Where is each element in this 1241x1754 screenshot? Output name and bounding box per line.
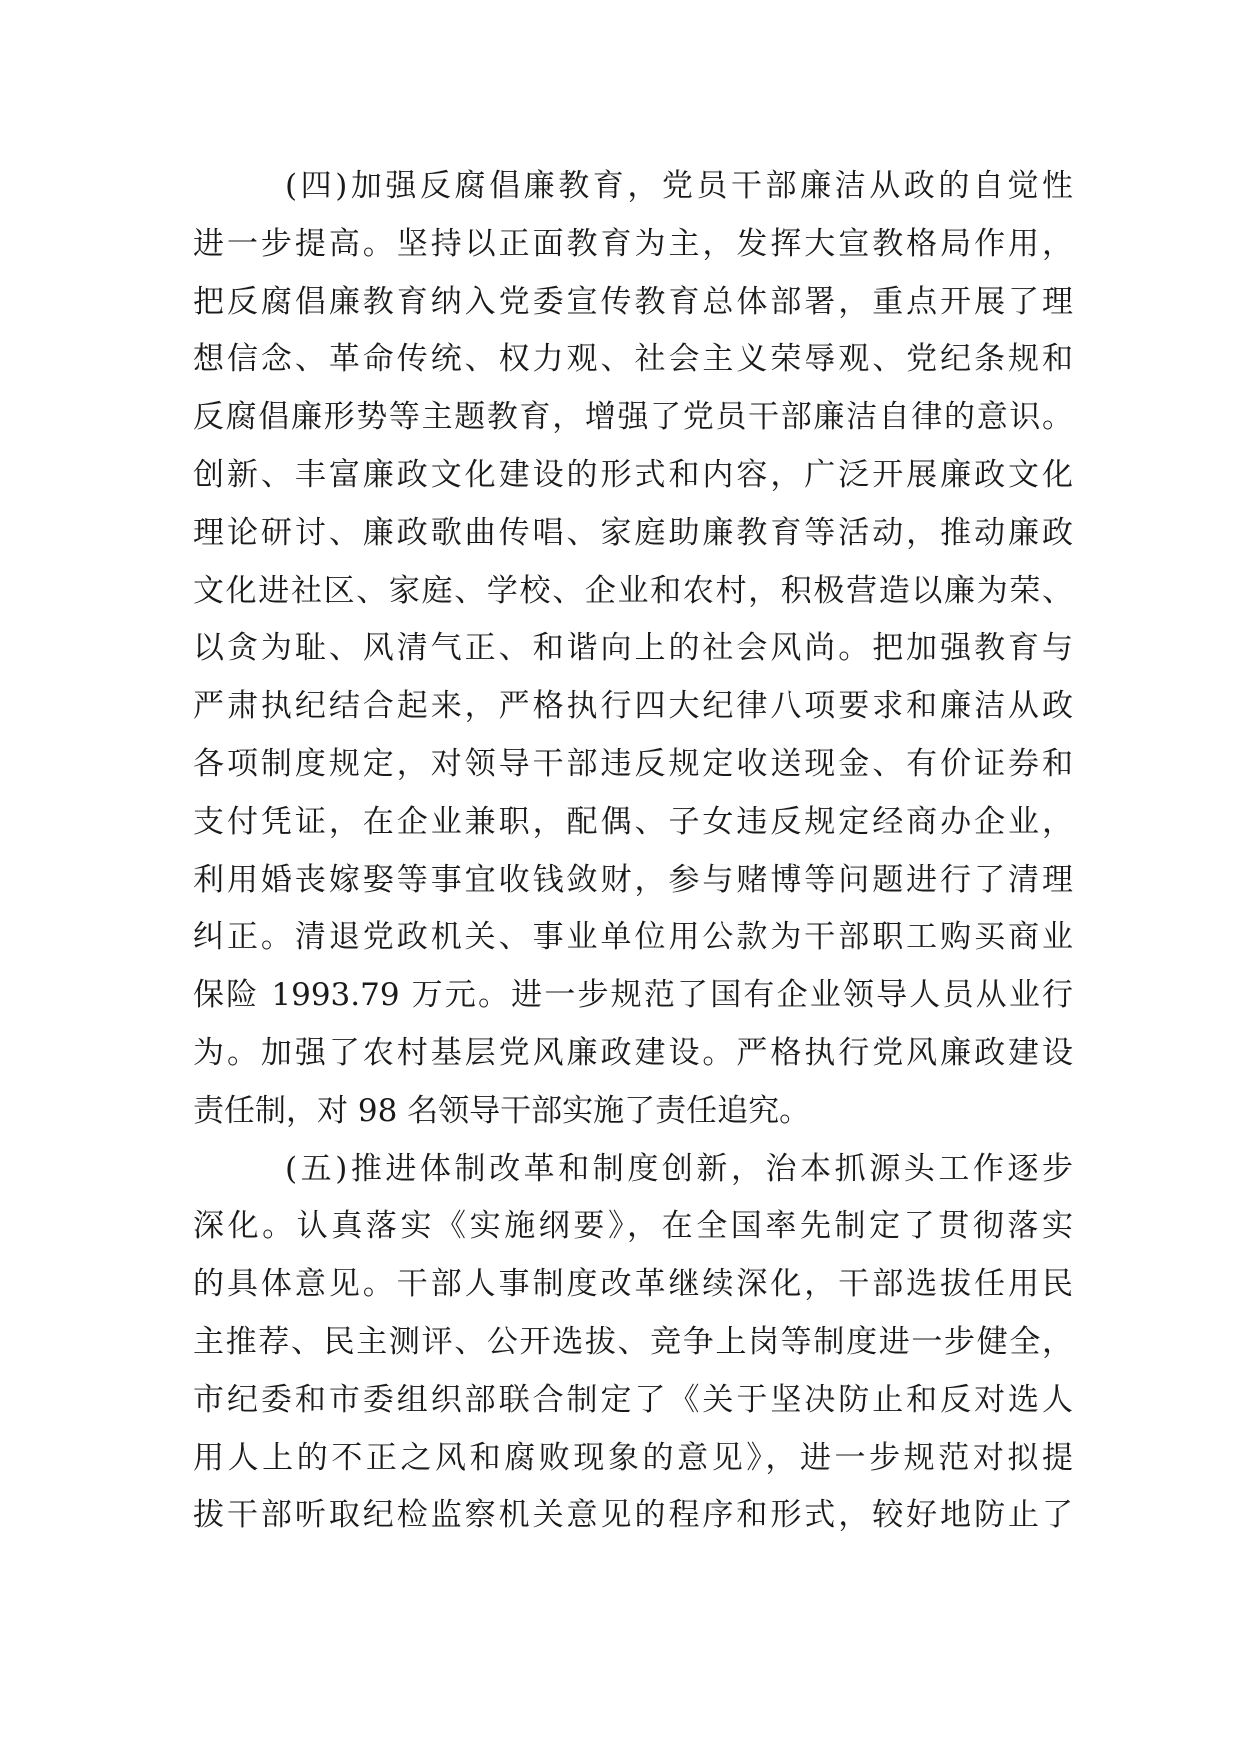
text-line: (五)推进体制改革和制度创新，治本抓源头工作逐步	[285, 1150, 1073, 1187]
text-line: 主推荐、民主测评、公开选拔、竞争上岗等制度进一步健全，	[193, 1323, 1073, 1360]
text-line: 利用婚丧嫁娶等事宜收钱敛财，参与赌博等问题进行了清理	[193, 861, 1073, 898]
body-text	[193, 158, 1073, 1545]
paragraph-5	[193, 1141, 1073, 1546]
text-line: 创新、丰富廉政文化建设的形式和内容，广泛开展廉政文化	[193, 456, 1073, 493]
text-line: 责任制，对 98 名领导干部实施了责任追究。	[193, 1092, 811, 1129]
text-line: 深化。认真落实《实施纲要》，在全国率先制定了贯彻落实	[193, 1208, 1073, 1245]
text-line: 理论研讨、廉政歌曲传唱、家庭助廉教育等活动，推动廉政	[193, 514, 1073, 551]
text-line: 以贪为耻、风清气正、和谐向上的社会风尚。把加强教育与	[193, 630, 1073, 667]
text-line: 反腐倡廉形势等主题教育，增强了党员干部廉洁自律的意识。	[193, 399, 1073, 436]
text-line: 支付凭证，在企业兼职，配偶、子女违反规定经商办企业，	[193, 803, 1073, 840]
text-line: (四)加强反腐倡廉教育，党员干部廉洁从政的自觉性	[285, 168, 1073, 204]
text-line: 的具体意见。干部人事制度改革继续深化，干部选拔任用民	[193, 1266, 1073, 1303]
text-line: 各项制度规定，对领导干部违反规定收送现金、有价证券和	[193, 745, 1073, 782]
text-line: 市纪委和市委组织部联合制定了《关于坚决防止和反对选人	[193, 1381, 1073, 1418]
text-line: 拔干部听取纪检监察机关意见的程序和形式，较好地防止了	[193, 1497, 1073, 1534]
text-line: 进一步提高。坚持以正面教育为主，发挥大宣教格局作用，	[193, 225, 1073, 262]
paragraph-4	[193, 158, 1073, 1141]
text-line: 为。加强了农村基层党风廉政建设。严格执行党风廉政建设	[193, 1034, 1073, 1071]
text-line: 想信念、革命传统、权力观、社会主义荣辱观、党纪条规和	[193, 341, 1073, 378]
text-line: 把反腐倡廉教育纳入党委宣传教育总体部署，重点开展了理	[193, 283, 1073, 320]
text-line: 严肃执纪结合起来，严格执行四大纪律八项要求和廉洁从政	[193, 688, 1073, 725]
text-line: 文化进社区、家庭、学校、企业和农村，积极营造以廉为荣、	[193, 572, 1073, 609]
text-line: 用人上的不正之风和腐败现象的意见》，进一步规范对拟提	[193, 1439, 1073, 1476]
text-line: 纠正。清退党政机关、事业单位用公款为干部职工购买商业	[193, 919, 1073, 956]
text-line: 保险 1993.79 万元。进一步规范了国有企业领导人员从业行	[193, 977, 1073, 1014]
